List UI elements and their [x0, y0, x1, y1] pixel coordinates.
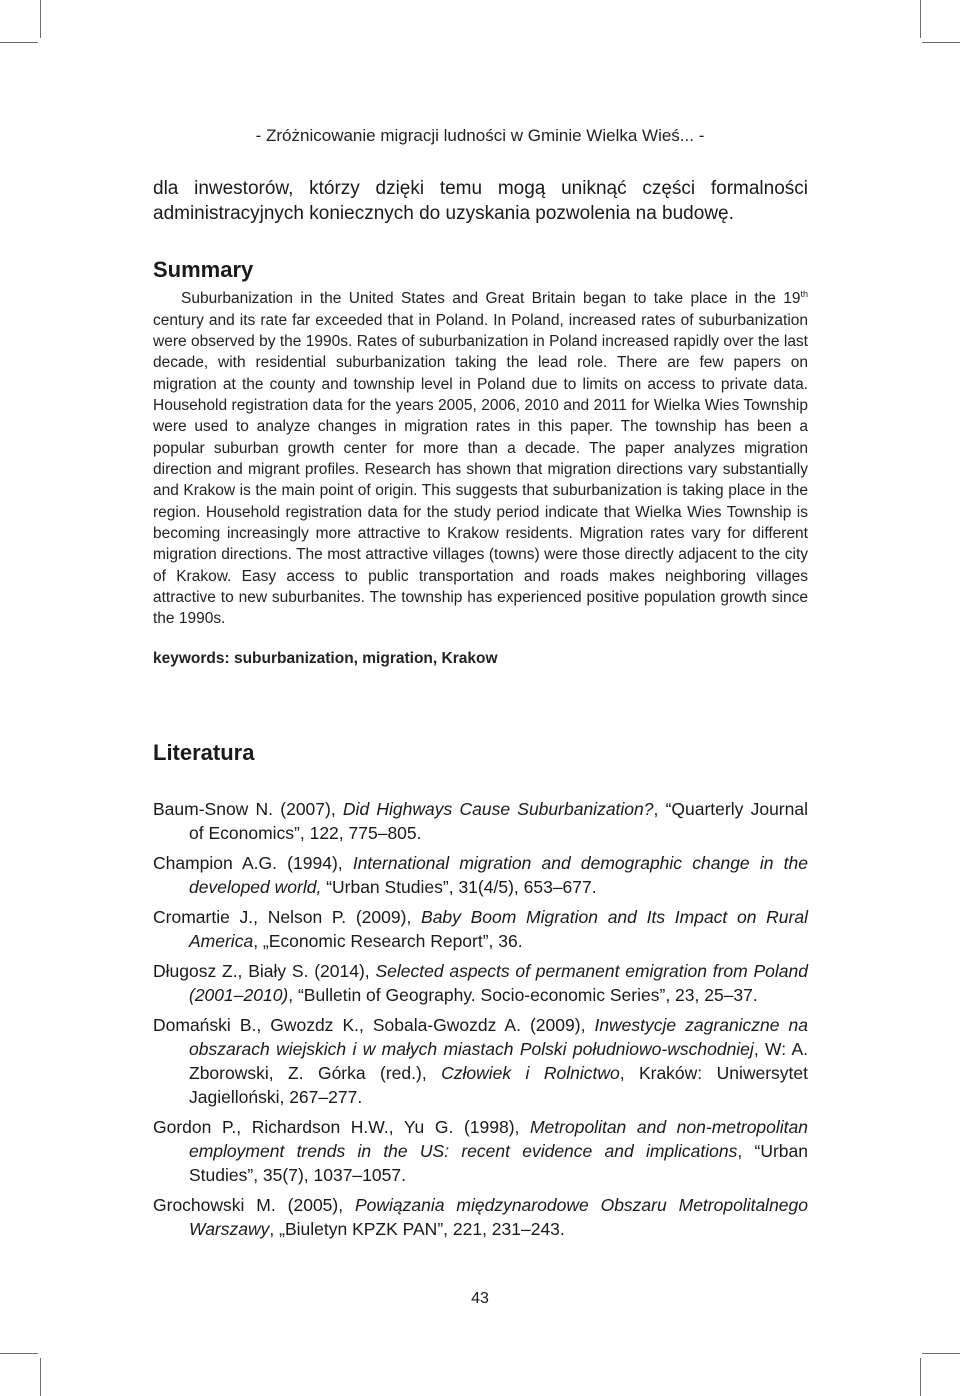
reference-item: Grochowski M. (2005), Powiązania międzynarodowe Obszaru Metropolitalnego Warszawy, „Biuletyn KPZK PAN”, 221, 231–243. [153, 1195, 809, 1239]
reference-item: Champion A.G. (1994), International migration and demographic change in the developed world, “Urban Studies”, 31(4/5), 653–677. [153, 853, 808, 897]
reference-item: Gordon P., Richardson H.W., Yu G. (1998), Metropolitan and non-metropolitan employment trends in the US: recent evidence and implications, “Urban Studies”, 35(7), 1037–1057. [153, 1117, 808, 1185]
crop-mark [920, 0, 921, 38]
literature-heading: Literatura [153, 740, 255, 765]
page-number: 43 [471, 1290, 489, 1307]
crop-mark [40, 0, 41, 38]
crop-mark [920, 1358, 921, 1396]
reference-list [153, 797, 808, 1247]
reference-item: Baum-Snow N. (2007), Did Highways Cause Suburbanization?, “Quarterly Journal of Economics”, 122, 775–805. [153, 799, 808, 843]
crop-mark [922, 1353, 960, 1354]
reference-item: Długosz Z., Biały S. (2014), Selected aspects of permanent emigration from Poland (2001–2010), “Bulletin of Geography. Socio-economic Series”, 23, 25–37. [153, 961, 808, 1005]
crop-mark [0, 1353, 38, 1354]
summary-text-part2: century and its rate far exceeded that in Poland. In Poland, increased rates of suburbanization were observed by the 1990s. Rates of suburbanization in Poland increased rapidly over the last decade, with residential suburbanization taking the lead role. There are few papers on migration at the county and township level in Poland due to limits on access to private data. Household registration data for the years 2005, 2006, 2010 and 2011 for Wielka Wies Township were used to analyze changes in migration rates in this paper. The township has been a popular suburban growth center for more than a decade. The paper analyzes migration direction and migrant profiles. Research has shown that migration directions vary substantially and Krakow is the main point of origin. This suggests that suburbanization is taking place in the region. Household registration data for the study period indicate that Wielka Wies Township is becoming increasingly more attractive to Krakow residents. Migration rates vary for different migration directions. The most attractive villages (towns) were those directly adjacent to the city of Krakow. Easy access to public transportation and roads makes neighboring villages attractive to new suburbanites. The township has experienced positive population growth since the 1990s. [153, 311, 808, 628]
intro-paragraph: dla inwestorów, którzy dzięki temu mogą uniknąć części formalności administracyjnych koniecznych do uzyskania pozwolenia na budowę. [153, 178, 808, 224]
summary-heading: Summary [153, 257, 254, 282]
crop-mark [922, 42, 960, 43]
reference-item: Domański B., Gwozdz K., Sobala-Gwozdz A. (2009), Inwestycje zagraniczne na obszarach wiejskich i w małych miastach Polski południowo-wschodniej, W: A. Zborowski, Z. Górka (red.), Człowiek i Rolnictwo, Kraków: Uniwersytet Jagielloński, 267–277. [153, 1015, 809, 1107]
running-header: - Zróżnicowanie migracji ludności w Gminie Wielka Wieś... - [255, 126, 705, 145]
summary-paragraph [153, 284, 808, 630]
summary-text-part1: Suburbanization in the United States and Great Britain began to take place in the 19 [181, 290, 801, 308]
summary-superscript: th [800, 289, 808, 299]
reference-item: Cromartie J., Nelson P. (2009), Baby Boom Migration and Its Impact on Rural America, „Economic Research Report”, 36. [153, 907, 808, 951]
crop-mark [40, 1358, 41, 1396]
crop-mark [0, 42, 38, 43]
keywords-line: keywords: suburbanization, migration, Krakow [153, 650, 498, 667]
